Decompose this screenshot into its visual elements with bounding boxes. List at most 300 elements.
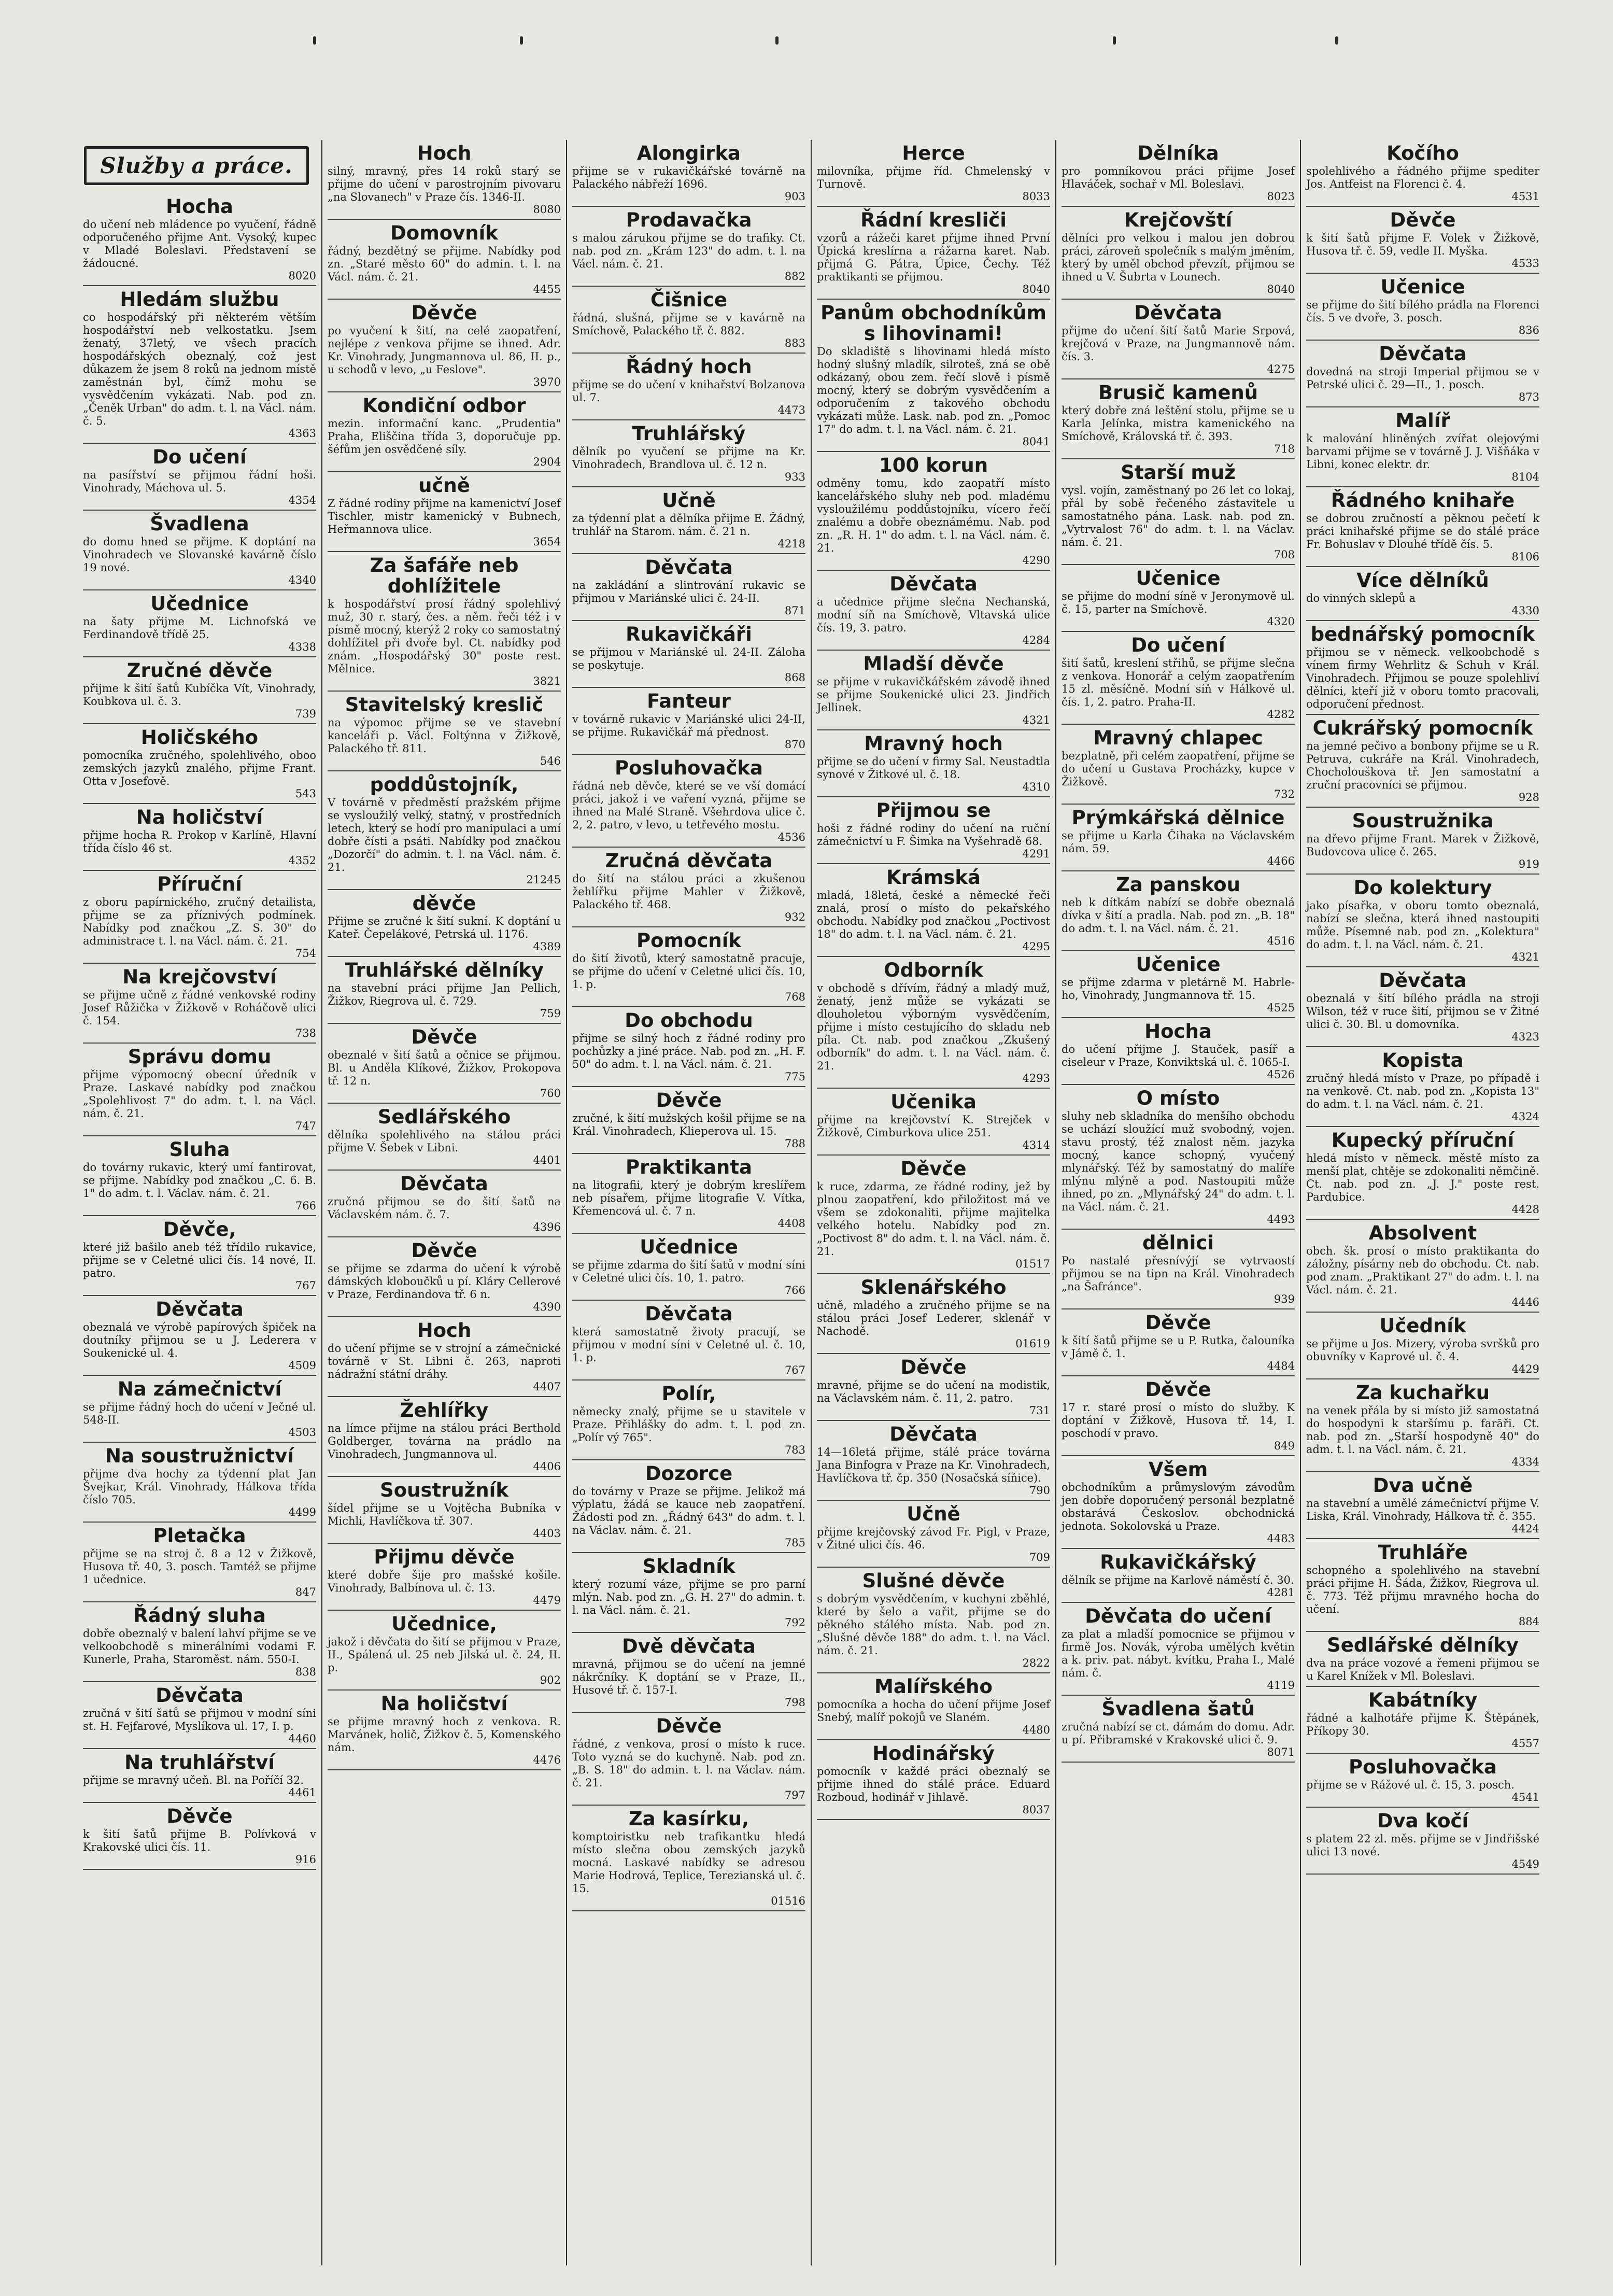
ad-number: 4428 bbox=[1511, 1203, 1539, 1216]
ad-number: 775 bbox=[784, 1070, 805, 1083]
ad-headline: Na holičství bbox=[136, 806, 263, 828]
ad-number: 4338 bbox=[288, 641, 316, 653]
ad-text: co hospodářský při některém větším hospodářství neb velkostatku. Jsem ženatý, 37letý, ve všech pracích hospodářských obeznalý, což jest důkazem že jsem 8 roků na jednom místě zaměstnán byl, čímž mohu se vysvědčením vykázati. Nab. pod zn. „Čeněk Urban" do adm. t. l. na Václ. nám. č. 5. bbox=[83, 311, 316, 427]
ad-number: 546 bbox=[540, 755, 561, 767]
ad-text: přijme se silný hoch z řádné rodiny pro pochůzky a jiné práce. Nab. pod zn. „H. F. 50" do adm. t. l. na Václ. nám. č. 21. bbox=[572, 1032, 805, 1070]
classified-ad bbox=[328, 1611, 561, 1691]
ad-text: se přijme zdarma do šití šatů v modní síni v Celetné ulici čís. 10, 1. patro. bbox=[572, 1259, 805, 1284]
ad-headline: Pomocník bbox=[636, 929, 742, 952]
ad-number: 2904 bbox=[533, 456, 561, 468]
ad-headline: Kupecký příruční bbox=[1331, 1129, 1515, 1151]
ad-number: 4291 bbox=[1022, 848, 1050, 860]
classified-ad bbox=[572, 1234, 805, 1301]
ad-headline: Děvčata bbox=[400, 1173, 488, 1195]
classified-ad bbox=[328, 1477, 561, 1544]
ad-text: německy znalý, přijme se u stavitele v Praze. Přihlášky do adm. t. l. pod zn. „Polír vý 765". bbox=[572, 1405, 805, 1444]
ad-number: 4275 bbox=[1267, 363, 1295, 375]
ad-number: 759 bbox=[540, 1007, 561, 1020]
ad-number: 543 bbox=[295, 787, 316, 800]
classified-ad bbox=[328, 300, 561, 392]
ad-number: 4509 bbox=[288, 1359, 316, 1372]
ad-text: dva na práce vozové a řemeni přijmou se u Karel Knížek v Ml. Boleslavi. bbox=[1306, 1657, 1539, 1682]
classified-ad bbox=[1062, 951, 1295, 1018]
ad-number: 4533 bbox=[1511, 257, 1539, 270]
classified-ad bbox=[1306, 1539, 1539, 1632]
classified-ad bbox=[328, 472, 561, 552]
ad-number: 3654 bbox=[533, 536, 561, 548]
classified-ad bbox=[1306, 1220, 1539, 1313]
ad-headline: Zručné děvče bbox=[126, 659, 273, 682]
classified-ad bbox=[328, 1024, 561, 1104]
ad-text: na stavební práci přijme Jan Pellich, Žižkov, Riegrova ul. č. 729. bbox=[328, 982, 561, 1007]
ad-text: přijme hocha R. Prokop v Karlíně, Hlavní třída číslo 46 st. bbox=[83, 829, 316, 854]
classified-ad bbox=[83, 1136, 316, 1216]
ad-headline: Malíř bbox=[1395, 410, 1450, 432]
ad-number: 4526 bbox=[1267, 1068, 1295, 1081]
ad-headline: Truhlářský bbox=[632, 422, 746, 445]
classified-ad bbox=[572, 1007, 805, 1087]
ad-number: 4549 bbox=[1511, 1858, 1539, 1870]
ad-text: jako písařka, v oboru tomto obeznalá, nabízí se slečna, která ihned nastoupiti může. Písemné nab. pod zn. „Kolektura" do adm. t. l. na Václ. nám. č. 21. bbox=[1306, 899, 1539, 951]
ad-number: 4446 bbox=[1511, 1296, 1539, 1308]
ad-headline: Soustružnika bbox=[1352, 810, 1494, 832]
ad-text: řádná neb děvče, které se ve vší domácí práci, jakož i ve vaření vyzná, přijme se ihned na Malé Straně. Všehrdova ulice č. 2, 2. patro, v levo, u tetřevého mostu. bbox=[572, 780, 805, 831]
ad-text: do učení neb mládence po vyučení, řádně odporučeného přijme Ant. Vysoký, kupec v Mladé Boleslavi. Představení se žádoucné. bbox=[83, 218, 316, 270]
ad-headline: Prýmkářská dělnice bbox=[1071, 807, 1285, 829]
classified-ad bbox=[83, 804, 316, 871]
classified-ad bbox=[817, 730, 1050, 797]
ad-number: 4314 bbox=[1022, 1139, 1050, 1151]
ad-headline: Malířského bbox=[874, 1675, 993, 1698]
classified-ad bbox=[817, 957, 1050, 1089]
classified-ad bbox=[817, 1354, 1050, 1421]
classified-ad bbox=[572, 621, 805, 688]
ad-text: přijme na krejčovství K. Strejček v Žižkově, Cimburkova ulice 251. bbox=[817, 1114, 1050, 1139]
ad-text: se přijme zdarma v pletárně M. Habrle-ho, Vinohrady, Jungmannova tř. 15. bbox=[1062, 976, 1295, 1002]
ad-headline: Děvče, bbox=[163, 1218, 236, 1241]
ad-headline: Truhláře bbox=[1378, 1541, 1468, 1563]
ad-number: 792 bbox=[784, 1616, 805, 1629]
section-heading: Služby a práce. bbox=[84, 146, 309, 185]
ad-headline: Praktikanta bbox=[626, 1156, 752, 1178]
ad-number: 4503 bbox=[288, 1426, 316, 1439]
ad-headline: Přijmou se bbox=[876, 799, 991, 822]
classified-ad bbox=[83, 1803, 316, 1870]
ad-number: 838 bbox=[295, 1666, 316, 1678]
ad-text: neb k dítkám nabízí se dobře obeznalá dívka v šití a pradla. Nab. pod zn. „B. 18" do adm. t. l. na Václ. nám. č. 21. bbox=[1062, 896, 1295, 935]
ad-number: 903 bbox=[784, 190, 805, 203]
ad-text: dělník po vyučení se přijme na Kr. Vinohradech, Brandlova ul. č. 12 n. bbox=[572, 445, 805, 471]
classified-ad bbox=[1062, 1603, 1295, 1696]
classified-ad bbox=[572, 1806, 805, 1911]
classified-ad bbox=[1306, 1127, 1539, 1220]
ad-number: 4119 bbox=[1267, 1679, 1295, 1692]
ad-number: 4354 bbox=[288, 494, 316, 506]
ad-headline: Za panskou bbox=[1116, 874, 1240, 896]
ad-headline: učně bbox=[418, 474, 470, 497]
ad-text: do šití na stálou práci a zkušenou žehlířku přijme Mahler v Žižkově, Palackého tř. 468. bbox=[572, 872, 805, 911]
classified-ad bbox=[1306, 1047, 1539, 1127]
classified-ad bbox=[1306, 1472, 1539, 1539]
ad-number: 4480 bbox=[1022, 1724, 1050, 1736]
ad-number: 708 bbox=[1274, 548, 1295, 561]
ad-number: 4401 bbox=[533, 1154, 561, 1166]
ad-headline: Sedlářského bbox=[377, 1106, 511, 1128]
ad-number: 01517 bbox=[1015, 1258, 1050, 1270]
ad-number: 8080 bbox=[533, 203, 561, 216]
ad-text: s platem 22 zl. měs. přijme se v Jindřišské ulici 13 nové. bbox=[1306, 1833, 1539, 1858]
ad-text: na pasířství se přijmou řádní hoši. Vinohrady, Máchova ul. 5. bbox=[83, 469, 316, 494]
ad-number: 8040 bbox=[1267, 283, 1295, 295]
classified-ad bbox=[1306, 967, 1539, 1047]
ad-text: které dobře šije pro mašské košile. Vinohrady, Balbínova ul. č. 13. bbox=[328, 1569, 561, 1594]
ad-text: na stavební a umělé zámečnictví přijme V. Liska, Král. Vinohrady, Hálkova tř. č. 355. bbox=[1306, 1497, 1539, 1523]
ad-number: 932 bbox=[784, 911, 805, 923]
classified-ad bbox=[328, 1104, 561, 1171]
column-4 bbox=[811, 140, 1055, 2265]
ad-headline: Děvče bbox=[166, 1805, 233, 1827]
classified-ad bbox=[83, 286, 316, 444]
ad-text: na výpomoc přijme se ve stavební kanceláři p. Václ. Foltýnna v Žižkově, Palackého tř. 811. bbox=[328, 716, 561, 755]
ad-text: V továrně v předměstí pražském přijme se vysloužilý velký, statný, v prostředních letech, který se hodí pro manipulaci a umí dobře čísti a psáti. Nabídky pod značkou „Dozorčí" do admin. t. l. na Václ. nám. č. 21. bbox=[328, 796, 561, 874]
ad-headline: Herce bbox=[902, 142, 965, 164]
ad-headline: Příruční bbox=[157, 873, 242, 895]
ad-text: za týdenní plat a dělníka přijme E. Žádný, truhlář na Starom. nám. č. 21 n. bbox=[572, 512, 805, 538]
ad-number: 4516 bbox=[1267, 935, 1295, 947]
classified-ad bbox=[1306, 1754, 1539, 1808]
ad-number: 4321 bbox=[1511, 951, 1539, 963]
ad-headline: Děvčata do učení bbox=[1085, 1605, 1271, 1627]
ad-number: 882 bbox=[784, 270, 805, 283]
ad-number: 2822 bbox=[1022, 1657, 1050, 1669]
ad-number: 754 bbox=[295, 947, 316, 960]
classified-ad bbox=[1306, 621, 1539, 715]
ad-headline: Za kasírku, bbox=[628, 1808, 749, 1830]
ad-text: do šití životů, který samostatně pracuje, se přijme do učení v Celetné ulici čís. 10, 1. p. bbox=[572, 952, 805, 991]
ad-headline: Domovník bbox=[390, 222, 498, 244]
ad-headline: Děvčata bbox=[645, 1303, 733, 1325]
ad-headline: Na soustružnictví bbox=[105, 1445, 294, 1467]
ad-text: bezplatně, při celém zaopatření, přijme se do učení u Gustava Procházky, kupce v Žižkově. bbox=[1062, 750, 1295, 788]
classified-ad bbox=[83, 1749, 316, 1803]
ad-text: do učení přijme J. Stauček, pasíř a ciseleur v Praze, Konviktská ul. č. 1065-I. bbox=[1062, 1043, 1295, 1068]
classified-ad bbox=[83, 1216, 316, 1296]
ad-headline: Pletačka bbox=[153, 1525, 246, 1547]
classified-ad bbox=[572, 487, 805, 554]
ad-headline: Odborník bbox=[884, 959, 983, 981]
ad-headline: Dozorce bbox=[645, 1462, 733, 1485]
ad-number: 8071 bbox=[1267, 1746, 1295, 1758]
ad-number: 21245 bbox=[526, 874, 561, 886]
classified-ad bbox=[572, 420, 805, 487]
ad-text: k šití šatů přijme se u P. Rutka, čalouníka v Jámě č. 1. bbox=[1062, 1334, 1295, 1360]
ad-headline: Hoch bbox=[417, 1319, 472, 1342]
ad-number: 4403 bbox=[533, 1527, 561, 1540]
ad-headline: Polír, bbox=[661, 1383, 716, 1405]
ad-number: 3970 bbox=[533, 376, 561, 388]
ad-headline: Do kolektury bbox=[1353, 877, 1492, 899]
classified-ad bbox=[1062, 805, 1295, 871]
ad-headline: Dva učně bbox=[1373, 1474, 1473, 1497]
classified-ad bbox=[572, 1301, 805, 1381]
ad-number: 8106 bbox=[1511, 551, 1539, 563]
ad-number: 731 bbox=[1029, 1404, 1050, 1417]
ad-headline: Učedník bbox=[1379, 1315, 1466, 1337]
classified-ad bbox=[817, 797, 1050, 864]
classified-ad bbox=[1306, 207, 1539, 274]
ad-headline: Děvčata bbox=[645, 556, 733, 579]
ad-headline: Žehlířky bbox=[400, 1399, 489, 1421]
classified-ad bbox=[572, 1633, 805, 1713]
ad-headline: dělnici bbox=[1142, 1232, 1214, 1254]
classified-ad bbox=[1062, 300, 1295, 379]
ad-text: vzorů a rážeči karet přijme ihned První Úpická kreslírna a rážarna karet. Nab. přijmá G. Pátra, Úpice, Čechy. Též praktikanti se přijmou. bbox=[817, 232, 1050, 283]
ad-number: 8040 bbox=[1022, 283, 1050, 295]
ad-headline: Děvčata bbox=[1379, 343, 1467, 365]
ad-number: 4218 bbox=[777, 538, 805, 550]
classified-ad bbox=[817, 864, 1050, 957]
ad-text: se přijme do modní síně v Jeronymově ul. č. 15, parter na Smíchově. bbox=[1062, 590, 1295, 615]
ad-headline: Truhlářské dělníky bbox=[345, 959, 544, 981]
classified-ad bbox=[328, 1544, 561, 1611]
ad-text: Z řádné rodiny přijme na kamenictví Josef Tischler, mistr kamenický v Bubnech, Heřmannova ulice. bbox=[328, 497, 561, 536]
ad-number: 8104 bbox=[1511, 471, 1539, 483]
classified-ad bbox=[328, 692, 561, 771]
ad-number: 4531 bbox=[1511, 190, 1539, 203]
ad-text: Po nastalé přesnívýjí se vytrvaostí přijmou se na tipn na Král. Vinohradech „na Šafránce". bbox=[1062, 1255, 1295, 1293]
ad-text: dělníci pro velkou i malou jen dobrou práci, zároveň společník s malým jměním, který by uměl obchod převzít, přijmou se ihned u V. Šubrta v Lounech. bbox=[1062, 232, 1295, 283]
ad-number: 785 bbox=[784, 1537, 805, 1549]
ad-headline: Děvčata bbox=[155, 1298, 244, 1320]
ad-text: přijme krejčovský závod Fr. Pigl, v Praze, v Žitné ulici čís. 46. bbox=[817, 1526, 1050, 1551]
ad-headline: Za šafáře neb dohlížitele bbox=[370, 554, 519, 597]
ad-number: 4466 bbox=[1267, 855, 1295, 867]
ad-headline: Učenice bbox=[1136, 953, 1221, 976]
ad-number: 01619 bbox=[1015, 1337, 1050, 1350]
ad-headline: Řádný hoch bbox=[626, 356, 752, 378]
classified-ad bbox=[83, 444, 316, 511]
ad-text: přijme se v rukavičkářské továrně na Palackého nábřeží 1696. bbox=[572, 165, 805, 190]
ad-headline: Na truhlářství bbox=[124, 1751, 275, 1773]
ad-headline: Brusič kamenů bbox=[1098, 382, 1258, 404]
ad-number: 768 bbox=[784, 991, 805, 1003]
ad-headline: Správu domu bbox=[128, 1046, 272, 1068]
ad-text: do domu hned se přijme. K doptání na Vinohradech ve Slovanské kavárně číslo 19 nové. bbox=[83, 536, 316, 574]
ad-text: přijme do učení šití šatů Marie Srpová, krejčová v Praze, na Jungmannově nám. čís. 3. bbox=[1062, 325, 1295, 363]
classified-ad bbox=[1306, 341, 1539, 407]
ad-text: zručná v šití šatů se přijmou v modní síni st. H. Fejfarové, Myslíkova ul. 17, I. p. bbox=[83, 1707, 316, 1732]
ad-headline: Holičského bbox=[140, 726, 259, 749]
ad-headline: O místo bbox=[1136, 1087, 1220, 1109]
ad-text: pro pomníkovou práci přijme Josef Hlaváček, sochař v Ml. Boleslavi. bbox=[1062, 165, 1295, 190]
classified-ad bbox=[328, 1397, 561, 1477]
ad-text: přijme se mravný učeň. Bl. na Poříčí 32. bbox=[83, 1774, 304, 1786]
ad-text: která samostatně životy pracují, se přijmou v modní síni v Celetné ul. č. 10, 1. p. bbox=[572, 1326, 805, 1364]
classified-ad bbox=[83, 193, 316, 286]
ad-text: jakož i děvčata do šití se přijmou v Praze, II., Spálená ul. 25 neb Jilská ul. č. 24, II. p. bbox=[328, 1636, 561, 1674]
classified-ad bbox=[1062, 1696, 1295, 1763]
column-3 bbox=[566, 140, 811, 2265]
ad-number: 4310 bbox=[1022, 781, 1050, 793]
ad-text: který dobře zná leštění stolu, přijme se u Karla Jelínka, mistra kamenického na Smíchově, Královská tř. č. 393. bbox=[1062, 404, 1295, 443]
ad-number: 916 bbox=[295, 1853, 316, 1866]
ad-headline: Za kuchařku bbox=[1355, 1382, 1490, 1404]
ad-headline: Soustružník bbox=[380, 1479, 508, 1501]
ad-number: 4295 bbox=[1022, 940, 1050, 953]
classified-ad bbox=[1062, 1018, 1295, 1085]
ad-headline: Panům obchodníkům s lihovinami! bbox=[820, 302, 1046, 345]
ad-text: k ruce, zdarma, ze řádné rodiny, jež by plnou zaopatření, kdo přiložitost má ve všem se zdokonaliti, přijme majitelka velkého hotelu. Nabídky pod zn. „Poctivost 8" do adm. t. l. na Václ. nám. č. 21. bbox=[817, 1180, 1050, 1258]
classified-ad bbox=[1062, 871, 1295, 951]
ad-headline: Řádný sluha bbox=[133, 1604, 266, 1627]
ad-headline: Děvče bbox=[900, 1356, 967, 1378]
ad-text: do továrny rukavic, který umí fantirovat, se přijme. Nabídky pod značkou „C. 6. B. 1" do adm. t. l. Václav. nám. č. 21. bbox=[83, 1161, 316, 1200]
ad-number: 873 bbox=[1518, 391, 1539, 403]
ad-text: které již bašilo aneb též třídilo rukavice, přijme se v Celetné ulici čís. 14 nové, II. patro. bbox=[83, 1241, 316, 1279]
ad-text: obeznalá ve výrobě papírových špiček na doutníky přijmou se u J. Lederera v Soukenické ul. 4. bbox=[83, 1321, 316, 1359]
classified-ad bbox=[1062, 1309, 1295, 1376]
ad-headline: Učednice bbox=[640, 1236, 738, 1258]
ad-text: dovedná na stroji Imperial přijmou se v Petrské ulici č. 29—II., 1. posch. bbox=[1306, 365, 1539, 391]
ad-headline: Všem bbox=[1148, 1458, 1208, 1481]
ad-text: s dobrým vysvědčením, v kuchyni zběhlé, které by šelo a vařit, přijme se do pěkného stálého místa. Nab. pod zn. „Slušné děvče 188" do adm. t. l. na Václ. nám. č. 21. bbox=[817, 1593, 1050, 1657]
classified-ad bbox=[83, 871, 316, 964]
classified-ad bbox=[1306, 1632, 1539, 1687]
ad-text: silný, mravný, přes 14 roků starý se přijme do učení v parostrojním pivovaru „na Slovanech" v Praze čís. 1346-II. bbox=[328, 165, 561, 203]
classified-ad bbox=[572, 927, 805, 1007]
classified-ad bbox=[1306, 808, 1539, 875]
ad-text: dobře obeznalý v balení lahví přijme se ve velkoobchodě s minerálními vodami F. Kunerle, Praha, Staroměst. nám. 550-I. bbox=[83, 1627, 316, 1666]
ad-headline: 100 korun bbox=[879, 454, 988, 476]
ad-headline: Děvče bbox=[411, 1026, 477, 1048]
ad-headline: Učenika bbox=[890, 1091, 977, 1113]
ad-text: se přijme mravný hoch z venkova. R. Marvánek, holič, Žižkov č. 5, Komenského nám. bbox=[328, 1715, 561, 1754]
classified-ad bbox=[817, 140, 1050, 207]
classified-ad bbox=[1062, 140, 1295, 207]
ad-number: 4476 bbox=[533, 1754, 561, 1766]
ad-number: 4396 bbox=[533, 1221, 561, 1233]
classified-ad bbox=[817, 571, 1050, 651]
ad-number: 8033 bbox=[1022, 190, 1050, 203]
ad-text: za plat a mladší pomocnice se přijmou v firmě Jos. Novák, výroba umělých květin a k. priv. pat. nábyt. kvítku, Praha I., Malé nám. č. bbox=[1062, 1628, 1295, 1679]
ad-headline: Řádní kresliči bbox=[860, 209, 1007, 231]
classified-ad bbox=[83, 964, 316, 1044]
classified-ad bbox=[817, 300, 1050, 452]
ad-number: 4536 bbox=[777, 831, 805, 843]
ad-text: v továrně rukavic v Mariánské ulici 24-II, se přijme. Rukavičkář má přednost. bbox=[572, 713, 805, 738]
classified-ad bbox=[83, 1044, 316, 1136]
ad-number: 4389 bbox=[533, 940, 561, 953]
scan-mark bbox=[520, 36, 523, 45]
ad-text: milovníka, přijme říd. Chmelenský v Turnově. bbox=[817, 165, 1050, 190]
ad-text: Přijme se zručné k šití sukní. K doptání u Kateř. Čepelákové, Petrská ul. 1176. bbox=[328, 915, 561, 940]
ad-number: 871 bbox=[784, 604, 805, 617]
ad-number: 933 bbox=[784, 471, 805, 483]
ad-number: 883 bbox=[784, 337, 805, 349]
classified-ad bbox=[572, 354, 805, 420]
ad-number: 739 bbox=[295, 708, 316, 720]
column-2 bbox=[321, 140, 566, 2265]
ad-number: 939 bbox=[1274, 1293, 1295, 1305]
classified-ad bbox=[572, 207, 805, 287]
ad-number: 8023 bbox=[1267, 190, 1295, 203]
ad-text: k šití šatů přijme B. Polívková v Krakovské ulici čís. 11. bbox=[83, 1828, 316, 1853]
ad-text: pomocníka zručného, spolehlivého, oboo zemských jazyků znalého, přijme Frant. Otta v Josefově. bbox=[83, 749, 316, 787]
ad-number: 798 bbox=[784, 1696, 805, 1709]
ad-text: se přijmou v Mariánské ul. 24-II. Záloha se poskytuje. bbox=[572, 646, 805, 671]
classified-ad bbox=[817, 1501, 1050, 1568]
classified-ad bbox=[817, 1274, 1050, 1354]
ad-text: do vinných sklepů a bbox=[1306, 592, 1416, 604]
classified-ad bbox=[1062, 1549, 1295, 1603]
ad-number: 4483 bbox=[1267, 1532, 1295, 1545]
ad-headline: Zručná děvčata bbox=[605, 850, 773, 872]
ad-text: přijme se do učení v firmy Sal. Neustadtla synové v Žitkové ul. č. 18. bbox=[817, 755, 1050, 781]
ad-number: 4493 bbox=[1267, 1213, 1295, 1226]
ad-headline: Děvče bbox=[1145, 1378, 1211, 1401]
ad-text: do továrny v Praze se přijme. Jelikož má výplatu, žádá se kauce neb zaopatření. Žádosti pod zn. „Řádný 643" do adm. t. l. na Václav. nám. č. 21. bbox=[572, 1485, 805, 1537]
ad-headline: Mladší děvče bbox=[863, 653, 1004, 675]
classified-ad bbox=[572, 1087, 805, 1154]
ad-text: řádná, slušná, přijme se v kavárně na Smíchově, Palackého tř. č. 882. bbox=[572, 312, 805, 337]
ad-text: mravné, přijme se do učení na modistik, na Václavském nám. č. 11, 2. patro. bbox=[817, 1379, 1050, 1404]
ad-text: se přijme do šití bílého prádla na Florenci čís. 5 ve dvoře, 3. posch. bbox=[1306, 299, 1539, 324]
ad-number: 766 bbox=[295, 1200, 316, 1212]
ad-headline: Učenice bbox=[1136, 567, 1221, 589]
ad-number: 788 bbox=[784, 1137, 805, 1150]
scan-mark bbox=[775, 36, 779, 45]
ad-headline: Hocha bbox=[1144, 1020, 1212, 1043]
ad-text: spolehlivého a řádného přijme spediter Jos. Antfeist na Florenci č. 4. bbox=[1306, 165, 1539, 190]
classified-ad bbox=[1306, 1808, 1539, 1875]
ad-number: 4334 bbox=[1511, 1456, 1539, 1468]
classified-ad bbox=[328, 957, 561, 1024]
ad-text: přijme k šití šatů Kubíčka Vít, Vinohrady, Koubkova ul. č. 3. bbox=[83, 682, 316, 708]
classified-ad bbox=[83, 724, 316, 804]
ad-text: do učení přijme se v strojní a zámečnické továrně v St. Libni č. 263, naproti nádražní státní dráhy. bbox=[328, 1342, 561, 1381]
ad-number: 4473 bbox=[777, 404, 805, 416]
ad-text: v obchodě s dřívím, řádný a mladý muž, ženatý, jenž může se vykázati se dlouholetou výborným vysvědčením, přijme i místo cestujícího do skladu neb píla. Ct. nab. pod značkou „Zkušený odborník" do adm. t. l. na Václ. nám. č. 21. bbox=[817, 982, 1050, 1072]
ad-number: 4424 bbox=[1511, 1523, 1539, 1535]
ad-text: na dřevo přijme Frant. Marek v Žižkově, Budovcova ulice č. 265. bbox=[1306, 833, 1539, 858]
classified-ad bbox=[1306, 715, 1539, 808]
ad-text: zručná nabízí se ct. dámám do domu. Adr. u pí. Přibramské v Krakovské ulici č. 9. bbox=[1062, 1721, 1295, 1746]
classified-ad bbox=[83, 1443, 316, 1523]
ad-headline: Učně bbox=[907, 1503, 960, 1525]
classified-ad bbox=[1062, 565, 1295, 632]
ad-number: 928 bbox=[1518, 791, 1539, 804]
ad-text: po vyučení k šití, na celé zaopatření, nejlépe z venkova přijme se ihned. Adr. Kr. Vinohrady, Jungmannova ul. 86, II. p., u schodů v levo, „u Feslove". bbox=[328, 325, 561, 376]
classified-ad bbox=[817, 1740, 1050, 1820]
ad-text: se přijme u Karla Čihaka na Václavském nám. 59. bbox=[1062, 829, 1295, 855]
classified-ad bbox=[572, 1154, 805, 1234]
ad-headline: Hoch bbox=[417, 142, 472, 164]
ad-headline: Skladník bbox=[642, 1555, 735, 1577]
ad-headline: Mravný hoch bbox=[864, 733, 1003, 755]
classified-ads-page bbox=[78, 140, 1545, 2265]
ad-number: 8020 bbox=[288, 270, 316, 282]
ad-headline: Kondiční odbor bbox=[362, 395, 526, 417]
classified-ad bbox=[83, 511, 316, 590]
ad-headline: Dvě děvčata bbox=[621, 1635, 756, 1657]
ad-headline: Dva kočí bbox=[1377, 1810, 1469, 1832]
classified-ad bbox=[1306, 274, 1539, 341]
ad-headline: Mravný chlapec bbox=[1093, 727, 1263, 749]
ad-text: se přijme učně z řádné venkovské rodiny Josef Růžička v Žižkově v Roháčově ulici č. 154. bbox=[83, 989, 316, 1027]
ad-number: 4363 bbox=[288, 427, 316, 440]
classified-ad bbox=[83, 657, 316, 724]
ad-text: z oboru papírnického, zručný detailista, přijme se za příznivých podmínek. Nabídky pod značkou „Z. S. 30" do administrace t. l. na Václ. nám. č. 21. bbox=[83, 896, 316, 947]
